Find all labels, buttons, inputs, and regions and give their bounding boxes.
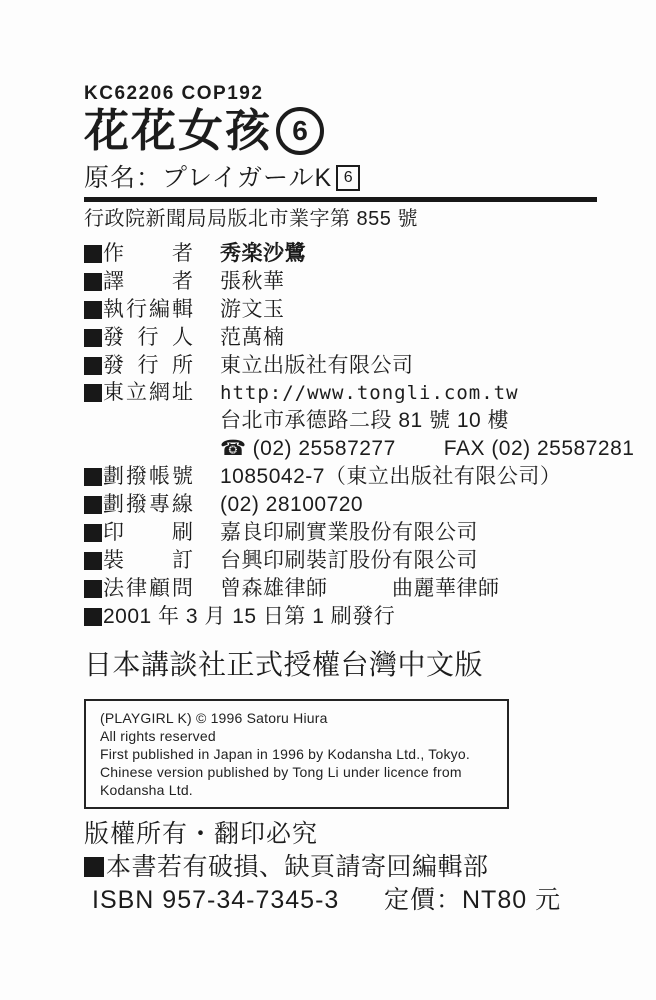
row-value: 曾森雄律師 曲麗華律師	[220, 576, 500, 600]
square-bullet	[84, 245, 102, 263]
row-value: 2001 年 3 月 15 日第 1 刷發行	[103, 604, 396, 628]
volume-circle-badge: 6	[276, 107, 324, 155]
colophon-row	[84, 436, 635, 464]
original-title	[84, 164, 598, 192]
colophon-row	[84, 548, 598, 576]
square-bullet	[84, 468, 102, 486]
colophon-row	[84, 297, 598, 325]
square-bullet	[84, 384, 102, 402]
square-bullet	[84, 552, 102, 570]
colophon-row	[84, 269, 598, 297]
row-label: 作 者	[103, 242, 193, 265]
copyright-line: First published in Japan in 1996 by Kodansha Ltd., Tokyo.	[100, 746, 470, 763]
row-value: 東立出版社有限公司	[220, 353, 414, 377]
bullet-spacer	[84, 440, 102, 458]
square-bullet	[84, 273, 102, 291]
row-label: 印 刷	[103, 520, 193, 544]
volume-box-badge: 6	[336, 165, 360, 191]
row-label: 劃 撥 專 線	[103, 493, 193, 517]
square-bullet	[84, 301, 102, 319]
price-label: 定價：NT80 元	[384, 886, 562, 915]
row-label: 發 行 所	[103, 353, 193, 377]
fax-number: FAX (02) 25587281	[443, 437, 635, 461]
row-value: 台興印刷裝訂股份有限公司	[220, 548, 478, 572]
colophon-row	[84, 325, 598, 353]
copyright-line: Chinese version published by Tong Li under licence from Kodansha Ltd.	[100, 764, 462, 799]
copyright-line: All rights reserved	[100, 728, 216, 745]
book-title	[84, 107, 598, 155]
square-bullet	[84, 608, 102, 626]
rights-reserved-line: 版權所有・翻印必究	[84, 820, 319, 849]
colophon-row	[84, 380, 598, 408]
square-bullet	[84, 524, 102, 542]
square-bullet	[84, 496, 102, 514]
book-title-text: 花花女孩	[84, 105, 273, 156]
colophon-rows	[84, 241, 635, 631]
bullet-spacer	[84, 412, 102, 430]
colophon-row	[84, 241, 598, 269]
row-label: 劃 撥 帳 號	[103, 465, 193, 489]
row-value: http://www.tongli.com.tw	[220, 382, 519, 405]
colophon-row	[84, 604, 598, 632]
row-value: 游文玉	[220, 297, 285, 321]
divider-rule	[84, 197, 597, 202]
row-value: (02) 28100720	[220, 493, 364, 517]
catalog-code: KC62206 COP192	[84, 83, 264, 104]
copyright-line: (PLAYGIRL K) © 1996 Satoru Hiura	[100, 710, 328, 727]
square-bullet	[84, 857, 104, 877]
row-label: 東 立 網 址	[103, 381, 193, 405]
row-value: 秀楽沙鷺	[220, 242, 306, 265]
row-value: 台北市承德路二段 81 號 10 樓	[220, 409, 510, 433]
isbn-number: ISBN 957-34-7345-3	[92, 886, 340, 915]
isbn-price-line	[84, 886, 598, 914]
colophon-row	[84, 520, 598, 548]
copyright-box	[84, 699, 509, 809]
colophon-row	[84, 408, 598, 436]
row-label: 法 律 顧 問	[103, 576, 193, 600]
row-value: 嘉良印刷實業股份有限公司	[220, 520, 478, 544]
damaged-return-text: 本書若有破損、缺頁請寄回編輯部	[106, 853, 489, 882]
colophon-row	[84, 464, 598, 492]
row-value: 1085042-7（東立出版社有限公司）	[220, 465, 562, 489]
copyright-box-lines	[100, 709, 497, 799]
square-bullet	[84, 329, 102, 347]
original-title-text: 原名：プレイガールK	[84, 164, 333, 192]
row-value: ☎ (02) 25587277 FAX (02) 25587281	[220, 437, 635, 461]
row-label: 譯 者	[103, 269, 193, 293]
row-label: 裝 訂	[103, 548, 193, 572]
row-value: 張秋華	[220, 269, 285, 293]
colophon-row	[84, 353, 598, 381]
damaged-return-note	[84, 853, 598, 881]
phone-icon: ☎	[220, 437, 247, 461]
colophon-row	[84, 576, 598, 604]
authorization-heading: 日本講談社正式授權台灣中文版	[84, 649, 484, 681]
row-label: 發 行 人	[103, 325, 193, 349]
row-value: 范萬楠	[220, 325, 285, 349]
colophon-row	[84, 492, 598, 520]
government-license-number: 行政院新聞局局版北市業字第 855 號	[84, 208, 418, 230]
square-bullet	[84, 357, 102, 375]
row-label: 執 行 編 輯	[103, 297, 193, 321]
square-bullet	[84, 580, 102, 598]
